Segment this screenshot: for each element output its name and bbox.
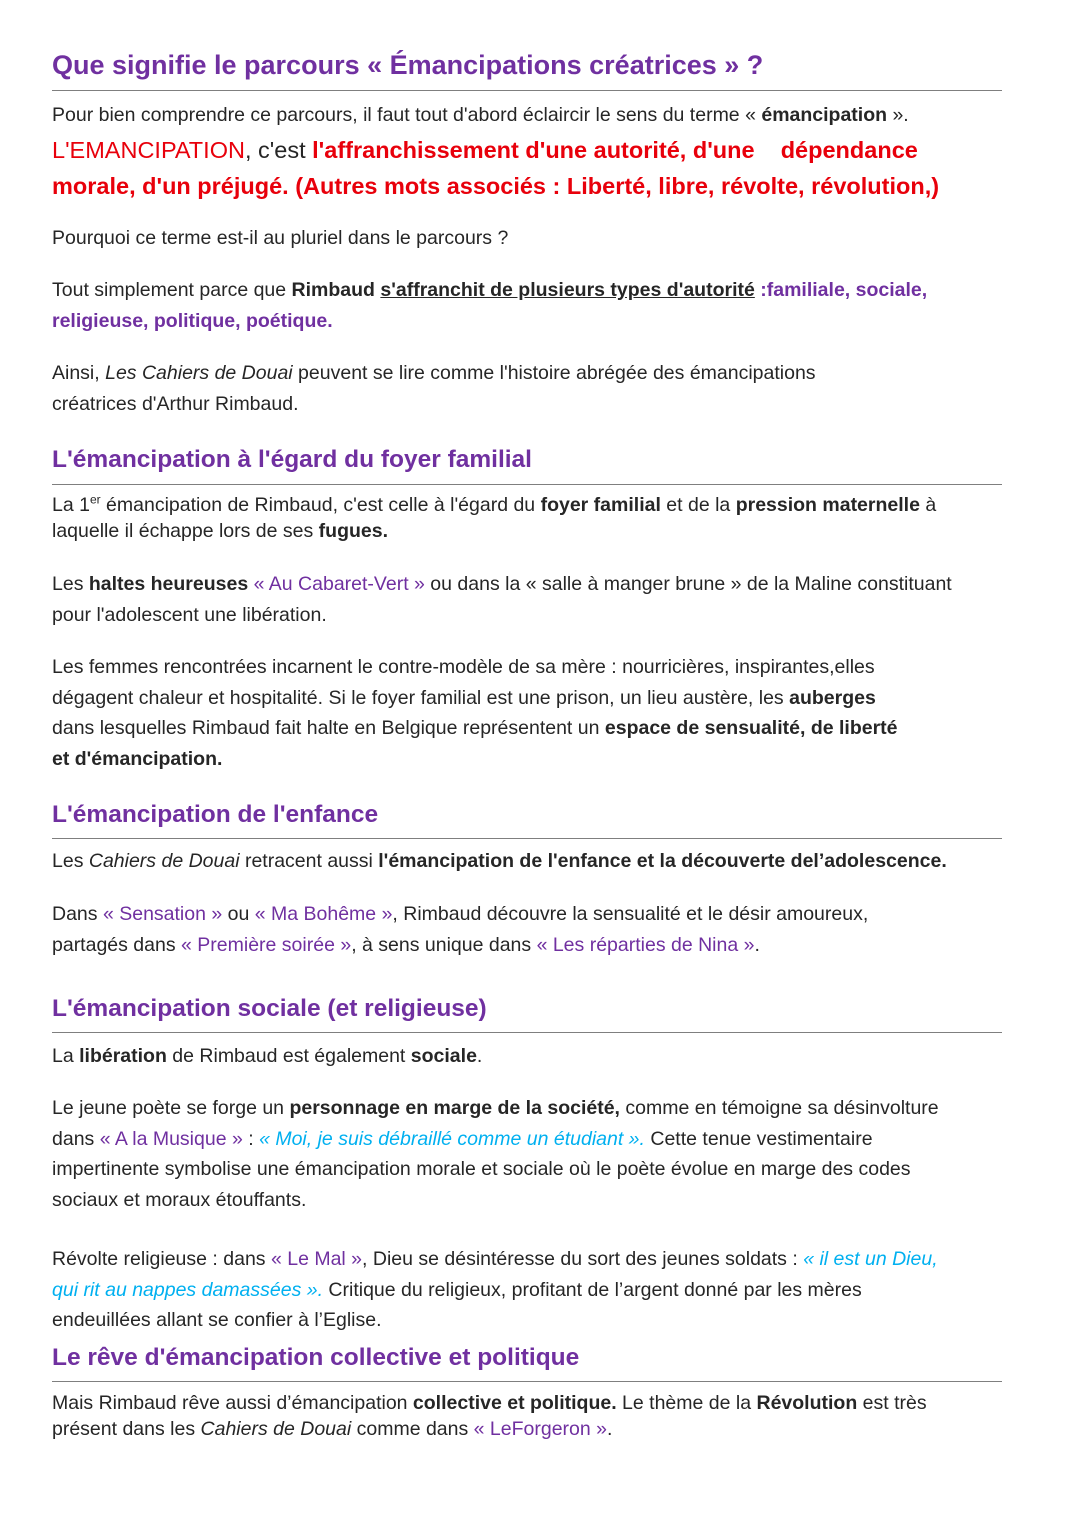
text: peuvent se lire comme l'histoire abrégée des émancipations <box>292 362 816 384</box>
text: ». <box>887 104 909 126</box>
text: . <box>607 1417 613 1440</box>
text: , à sens unique dans <box>351 933 537 956</box>
section-rule <box>52 484 1002 485</box>
text: Critique du religieux, profitant de l’argent donné par les mères <box>323 1278 862 1301</box>
enfance-paragraph-2 <box>52 899 1014 960</box>
text: émancipation de Rimbaud, c'est celle à l'égard du <box>100 494 541 516</box>
text: :familiale, sociale, <box>754 279 928 301</box>
text: pour l'adolescent une libération. <box>52 603 327 626</box>
text: Les femmes rencontrées incarnent le contre-modèle de sa mère : nourricières, inspirantes,elles <box>52 656 875 678</box>
text: comme dans <box>351 1417 474 1440</box>
text: dans lesquelles Rimbaud fait halte en Belgique représentent un <box>52 717 605 739</box>
text: créatrices d'Arthur Rimbaud. <box>52 392 299 415</box>
section-rule <box>52 1032 1002 1033</box>
foyer-paragraph-3 <box>52 652 1000 774</box>
text: partagés dans <box>52 933 182 956</box>
text: Cahiers de Douai <box>88 850 240 872</box>
text: Les <box>52 850 89 872</box>
text: Le jeune poète se forge un <box>52 1097 290 1119</box>
text: est très <box>857 1392 927 1414</box>
text: . <box>476 1045 483 1067</box>
poem-title-premiere-soiree: « Première soirée » <box>181 933 352 956</box>
text: Révolte religieuse : dans <box>52 1248 271 1270</box>
text: personnage en marge de la société, <box>289 1097 620 1119</box>
answer-paragraph <box>52 275 1042 336</box>
text: Cahiers de Douai <box>200 1417 352 1440</box>
text: , c'est <box>244 137 313 163</box>
text: sociale <box>410 1045 477 1067</box>
text: impertinente symbolise une émancipation morale et sociale où le poète évolue en marge des codes <box>52 1158 911 1180</box>
text: Mais Rimbaud rêve aussi d’émancipation <box>52 1392 413 1414</box>
title-rule <box>52 90 1002 91</box>
text: sociaux et moraux étouffants. <box>52 1188 307 1211</box>
text: Les Cahiers de Douai <box>105 362 293 384</box>
text: . <box>754 933 760 956</box>
text: Le thème de la <box>616 1392 757 1414</box>
text: haltes heureuses <box>88 573 249 595</box>
poem-title-sensation: « Sensation » <box>102 903 223 925</box>
poem-title-le-mal: « Le Mal » <box>270 1248 363 1270</box>
text: fugues. <box>318 520 389 542</box>
text: foyer familial <box>540 494 661 516</box>
text: endeuillées allant se confier à l’Eglise. <box>52 1309 382 1331</box>
page-title: Que signifie le parcours « Émancipations créatrices » ? <box>52 50 764 80</box>
text: et de la <box>660 494 736 516</box>
text: à <box>919 494 937 516</box>
text: La <box>52 1045 80 1067</box>
quote: « il est un Dieu, <box>803 1248 938 1270</box>
text: comme en témoigne sa désinvolture <box>619 1097 939 1119</box>
text: et d'émancipation. <box>52 747 223 770</box>
text: émancipation <box>761 104 888 126</box>
heading-sociale: L'émancipation sociale (et religieuse) <box>52 995 487 1022</box>
text: ou dans la « salle à manger brune » de la Maline constituant <box>424 573 952 595</box>
heading-enfance: L'émancipation de l'enfance <box>52 801 379 828</box>
text: Révolution <box>756 1392 858 1414</box>
text: présent dans les <box>52 1417 201 1440</box>
text: , Dieu se désintéresse du sort des jeunes soldats : <box>362 1248 804 1270</box>
text: Les <box>52 573 89 595</box>
question-paragraph: Pourquoi ce terme est-il au pluriel dans le parcours ? <box>52 227 509 249</box>
text: L'EMANCIPATION <box>52 137 245 163</box>
text: , Rimbaud découvre la sensualité et le désir amoureux, <box>392 903 869 925</box>
section-rule <box>52 1381 1002 1382</box>
quote: qui rit au nappes damassées ». <box>52 1278 324 1301</box>
text: laquelle il échappe lors de ses <box>52 520 319 542</box>
politique-paragraph <box>52 1391 1042 1442</box>
text: l'émancipation de l'enfance et la découverte del’adolescence. <box>378 850 947 872</box>
text: Tout simplement parce que <box>52 279 292 301</box>
text: dans <box>52 1127 100 1150</box>
quote: « Moi, je suis débraillé comme un étudiant ». <box>259 1127 645 1150</box>
text: ou <box>222 903 255 925</box>
poem-title-reparties-de-nina: « Les réparties de Nina » <box>536 933 755 956</box>
text: pression maternelle <box>735 494 920 516</box>
foyer-paragraph-2 <box>52 569 1052 630</box>
text: retracent aussi <box>239 850 379 872</box>
poem-title-cabaret-vert: « Au Cabaret-Vert » <box>248 573 425 595</box>
enfance-paragraph-1 <box>52 846 1052 877</box>
text: Pour bien comprendre ce parcours, il faut tout d'abord éclaircir le sens du terme « <box>52 104 762 126</box>
heading-politique: Le rêve d'émancipation collective et politique <box>52 1344 580 1371</box>
text: Rimbaud <box>291 279 375 301</box>
poem-title-le-forgeron: « LeForgeron » <box>473 1417 607 1440</box>
foyer-paragraph-1 <box>52 492 1062 544</box>
text: s'affranchit de plusieurs types d'autorité <box>380 279 755 301</box>
text: de Rimbaud est également <box>166 1045 411 1067</box>
text: religieuse, politique, poétique. <box>52 309 333 332</box>
text: La 1 <box>52 494 90 516</box>
text: libération <box>79 1045 167 1067</box>
definition-paragraph <box>52 132 1032 204</box>
text: Dans <box>52 903 103 925</box>
text: Ainsi, <box>52 362 106 384</box>
poem-title-ma-boheme: « Ma Bohême » <box>254 903 393 925</box>
summary-paragraph <box>52 358 978 419</box>
text: collective et politique. <box>412 1392 617 1414</box>
text: Cette tenue vestimentaire <box>644 1127 873 1150</box>
section-rule <box>52 838 1002 839</box>
heading-foyer-familial: L'émancipation à l'égard du foyer familial <box>52 446 532 473</box>
text: auberges <box>789 686 876 709</box>
sociale-paragraph-3 <box>52 1244 1024 1336</box>
text: dégagent chaleur et hospitalité. Si le foyer familial est une prison, un lieu austère, les <box>52 686 790 709</box>
text: morale, d'un préjugé. (Autres mots associés : Liberté, libre, révolte, révolution,) <box>52 173 940 199</box>
text: : <box>242 1127 260 1150</box>
text: espace de sensualité, de liberté <box>604 717 898 739</box>
sociale-paragraph-1 <box>52 1041 482 1072</box>
poem-title-a-la-musique: « A la Musique » <box>99 1127 243 1150</box>
intro-paragraph <box>52 100 1032 131</box>
text: l'affranchissement d'une autorité, d'une dépendance <box>312 137 918 163</box>
text: er <box>89 492 101 507</box>
sociale-paragraph-2 <box>52 1093 1024 1215</box>
